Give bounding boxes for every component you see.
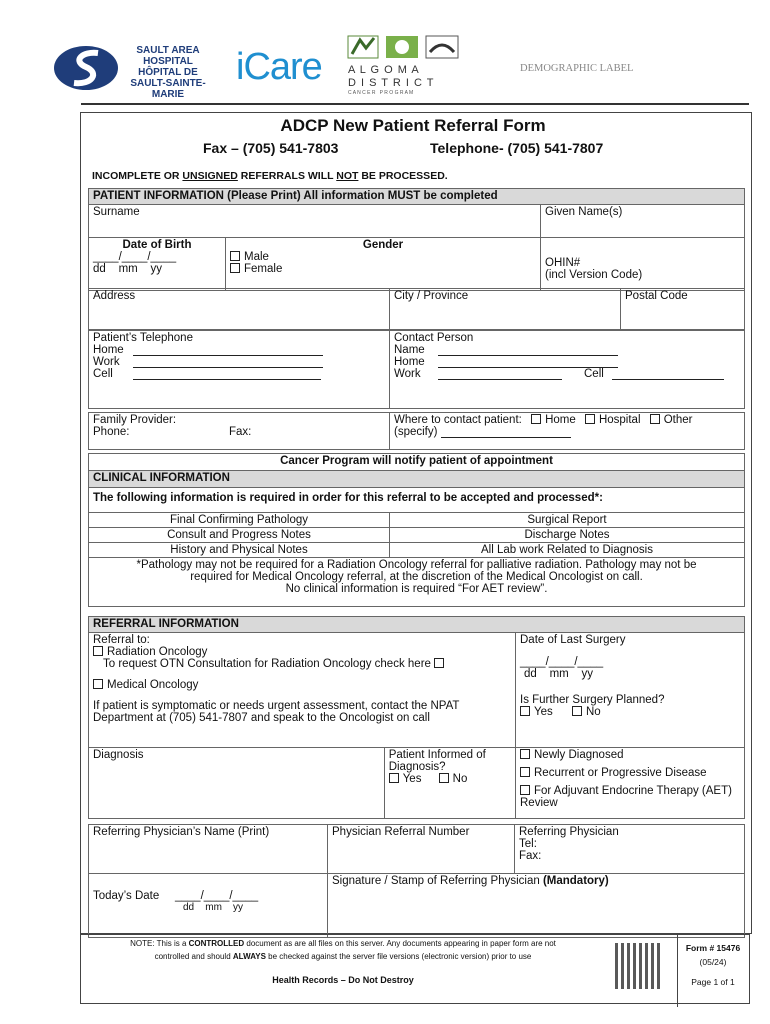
work-phone-field[interactable]: Work	[93, 356, 385, 368]
informed-no-checkbox[interactable]: No	[439, 773, 468, 785]
referral-to-block: Referral to: Radiation Oncology To request OTN Consultation for Radiation Oncology check here Medical Oncology If patient is symptomatic or needs urgent assessment, contact the NPAT Department at (705) 541-7807 and speak to the Oncologist on call	[89, 633, 516, 748]
referral-table	[88, 616, 745, 819]
specify-field[interactable]: (specify)	[394, 426, 740, 438]
required-item: Discharge Notes	[390, 528, 745, 543]
checkbox-icon	[230, 251, 240, 261]
patient-info-header: PATIENT INFORMATION (Please Print) All information MUST be completed	[89, 189, 745, 205]
referral-header: REFERRAL INFORMATION	[89, 617, 745, 633]
physician-table	[88, 824, 745, 938]
contact-name-field[interactable]: Name	[394, 344, 740, 356]
address-table	[88, 288, 745, 330]
checkbox-icon	[520, 767, 530, 777]
algoma-text: A L G O M A	[348, 64, 420, 76]
diagnosis-field[interactable]: Diagnosis	[89, 748, 385, 819]
further-surgery-no-checkbox[interactable]: No	[572, 706, 601, 718]
address-field[interactable]: Address	[89, 289, 390, 330]
todays-date-field[interactable]: Today’s Date ____/____/____ dd mm yy	[89, 874, 328, 938]
physician-referral-number-field[interactable]: Physician Referral Number	[328, 825, 515, 874]
form-info: Form # 15476 (05/24) Page 1 of 1	[677, 935, 748, 1007]
hospital-name-line1: SAULT AREA	[136, 45, 200, 56]
page-header	[0, 0, 770, 108]
family-provider-block[interactable]: Family Provider: Phone: Fax:	[89, 413, 390, 450]
icare-logo: iCare	[236, 46, 322, 88]
medical-oncology-checkbox[interactable]: Medical Oncology	[93, 679, 511, 691]
patient-telephone-block: Patient’s Telephone Home Work Cell	[89, 331, 390, 409]
cell-phone-field[interactable]: Cell	[93, 368, 385, 380]
incomplete-warning: INCOMPLETE OR UNSIGNED REFERRALS WILL NOT BE PROCESSED.	[92, 170, 448, 182]
algoma-logo-icon	[346, 34, 462, 60]
home-phone-field[interactable]: Home	[93, 344, 385, 356]
diagnosis-status-block: Newly Diagnosed Recurrent or Progressive Disease For Adjuvant Endocrine Therapy (AET) Review	[516, 748, 745, 819]
newly-diagnosed-checkbox[interactable]: Newly Diagnosed	[520, 749, 740, 761]
where-to-contact-block: Where to contact patient: Home Hospital Other (specify)	[390, 413, 745, 450]
ohin-field[interactable]: OHIN# (incl Version Code)	[541, 238, 745, 291]
telephone-table	[88, 330, 745, 409]
notify-text: Cancer Program will notify patient of appointment	[89, 454, 745, 471]
sault-area-hospital-logo-icon	[52, 43, 124, 93]
contact-hospital-checkbox[interactable]: Hospital	[585, 414, 641, 426]
required-item: Surgical Report	[390, 513, 745, 528]
required-info-text: The following information is required in order for this referral to be accepted and processed*:	[89, 488, 745, 513]
clinical-header: CLINICAL INFORMATION	[89, 471, 745, 488]
referring-physician-block[interactable]: Referring Physician Tel: Fax:	[515, 825, 745, 874]
checkbox-icon	[520, 749, 530, 759]
checkbox-icon	[434, 658, 444, 668]
qr-code-icon	[615, 943, 661, 989]
district-text: D I S T R I C T	[348, 77, 435, 89]
demographic-label: DEMOGRAPHIC LABEL	[520, 63, 634, 74]
hospital-name-line4: SAULT-SAINTE-MARIE	[130, 78, 206, 100]
patient-info-table	[88, 188, 745, 291]
postal-code-field[interactable]: Postal Code	[621, 289, 745, 330]
contact-work-cell-field[interactable]: Work Cell	[394, 368, 740, 380]
patient-informed-block: Patient Informed of Diagnosis? Yes No	[384, 748, 515, 819]
header-divider	[81, 103, 749, 105]
pathology-note: *Pathology may not be required for a Radiation Oncology referral for palliative radiation. Pathology may not be required for Medical Oncology referral, at the discretion of the Medical Oncologist on call. No clinical information is required “For AET review”.	[89, 558, 745, 607]
checkbox-icon	[531, 414, 541, 424]
last-surgery-date-field[interactable]: ____/____/____	[520, 656, 604, 668]
controlled-note: NOTE: This is a CONTROLLED document as are all files on this server. Any documents appearing in paper form are not controlled and should ALWAYS be checked against the server file versions (electronic version) prior to use	[130, 939, 556, 961]
surname-field[interactable]: Surname	[89, 205, 541, 238]
checkbox-icon	[585, 414, 595, 424]
checkbox-icon	[230, 263, 240, 273]
surgery-block: Date of Last Surgery ____/____/____ dd mm yy Is Further Surgery Planned? Yes No	[516, 633, 745, 748]
required-item: History and Physical Notes	[89, 543, 390, 558]
checkbox-icon	[389, 773, 399, 783]
hospital-name-line2: HOSPITAL	[143, 56, 193, 67]
contact-home-field[interactable]: Home	[394, 356, 740, 368]
male-checkbox[interactable]: Male	[230, 251, 536, 263]
checkbox-icon	[520, 706, 530, 716]
required-item: All Lab work Related to Diagnosis	[390, 543, 745, 558]
checkbox-icon	[520, 785, 530, 795]
radiation-oncology-checkbox[interactable]: Radiation Oncology	[93, 646, 511, 658]
checkbox-icon	[93, 646, 103, 656]
checkbox-icon	[439, 773, 449, 783]
contact-home-checkbox[interactable]: Home	[531, 414, 576, 426]
clinical-table	[88, 453, 745, 607]
city-province-field[interactable]: City / Province	[390, 289, 621, 330]
checkbox-icon	[650, 414, 660, 424]
fax-number: Fax – (705) 541-7803	[203, 140, 339, 156]
footer	[80, 934, 750, 1004]
required-item: Consult and Progress Notes	[89, 528, 390, 543]
provider-table	[88, 412, 745, 450]
otn-checkbox[interactable]: To request OTN Consultation for Radiation Oncology check here	[93, 658, 511, 670]
informed-yes-checkbox[interactable]: Yes	[389, 773, 422, 785]
form-title: ADCP New Patient Referral Form	[280, 116, 546, 135]
telephone-number: Telephone- (705) 541-7807	[430, 140, 604, 156]
female-checkbox[interactable]: Female	[230, 263, 536, 275]
gender-field: Gender Male Female	[226, 238, 541, 291]
hospital-name-line3: HÔPITAL DE	[138, 67, 198, 78]
signature-field[interactable]: Signature / Stamp of Referring Physician (Mandatory)	[328, 874, 745, 938]
dob-field[interactable]: Date of Birth ____/____/____ dd mm yy	[89, 238, 226, 291]
required-item: Final Confirming Pathology	[89, 513, 390, 528]
adjuvant-checkbox[interactable]: For Adjuvant Endocrine Therapy (AET)	[520, 785, 740, 797]
checkbox-icon	[572, 706, 582, 716]
further-surgery-yes-checkbox[interactable]: Yes	[520, 706, 553, 718]
recurrent-checkbox[interactable]: Recurrent or Progressive Disease	[520, 767, 740, 779]
contact-other-checkbox[interactable]: Other	[650, 414, 693, 426]
given-names-field[interactable]: Given Name(s)	[541, 205, 745, 238]
contact-person-block: Contact Person Name Home Work Cell	[390, 331, 745, 409]
physician-name-field[interactable]: Referring Physician’s Name (Print)	[89, 825, 328, 874]
cancer-program-text: C A N C E R P R O G R A M	[348, 90, 414, 96]
checkbox-icon	[93, 679, 103, 689]
health-records-text: Health Records – Do Not Destroy	[272, 975, 414, 985]
